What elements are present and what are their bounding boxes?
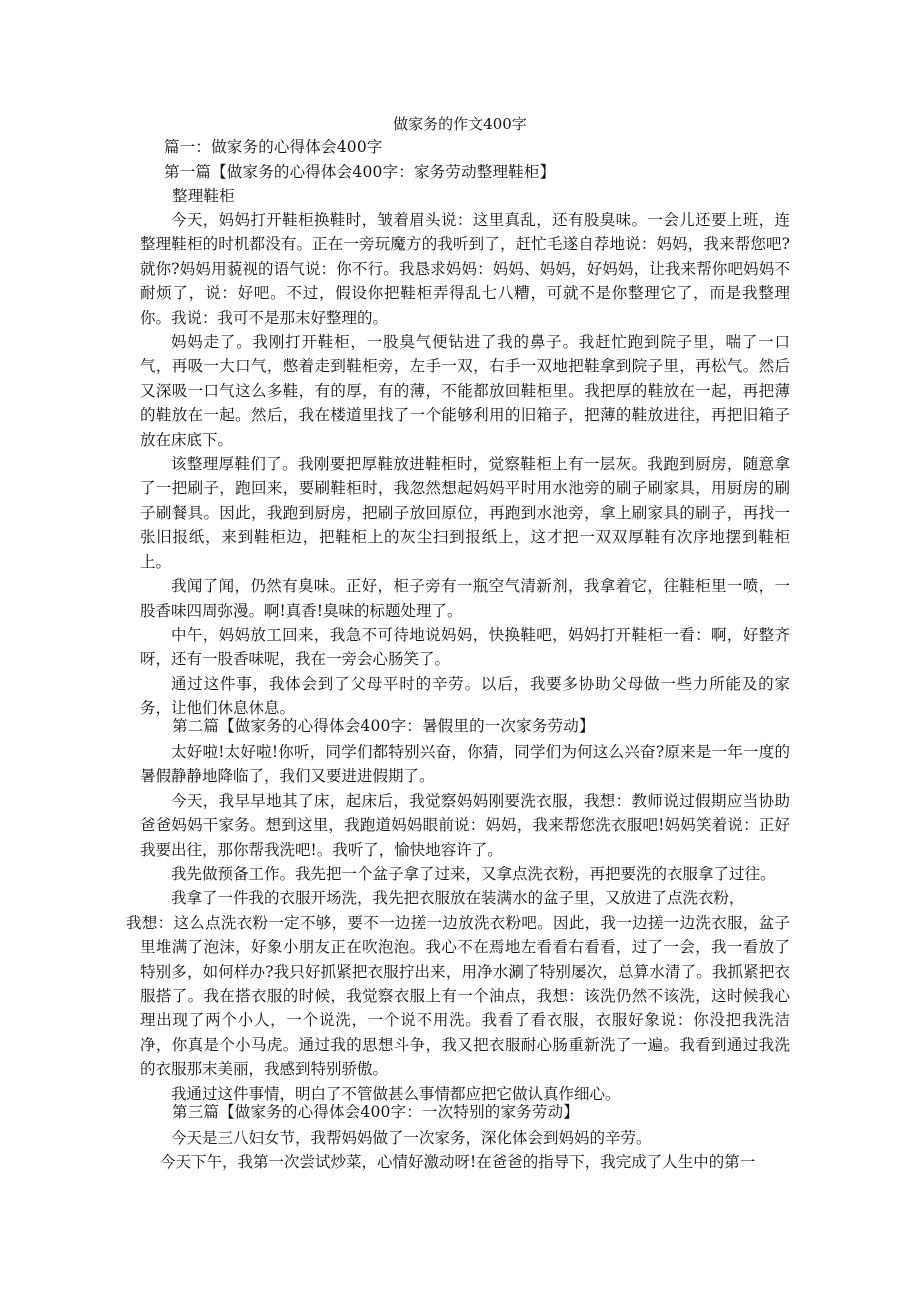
essay-one-body <box>140 208 790 721</box>
subheading-shoe-cabinet: 整理鞋柜 <box>172 187 235 205</box>
paragraph: 通过这件事，我体会到了父母平时的辛劳。以后，我要多协助父母做一些力所能及的家务，让他们休息休息。 <box>140 674 790 718</box>
essay-three-body <box>140 1126 790 1175</box>
heading-part-one: 篇一：做家务的心得体会400字 <box>164 138 383 156</box>
paragraph: 太好啦!太好啦!你听，同学们都特别兴奋，你猜，同学们为何这么兴奋?原来是一年一度的暑假静静地降临了，我们又要进进假期了。 <box>140 743 790 786</box>
paragraph: 今天，我早早地其了床，起床后，我觉察妈妈刚要洗衣服，我想：教师说过假期应当协助爸爸妈妈干家务。想到这里，我跑道妈妈眼前说：妈妈，我来帮您洗衣服吧!妈妈笑着说：正好我要出往，那你帮我洗吧!。我听了，愉快地容许了。 <box>140 791 790 859</box>
heading-essay-three: 第三篇【做家务的心得体会400字：一次特别的家务劳动】 <box>172 1103 579 1121</box>
heading-essay-one: 第一篇【做家务的心得体会400字：家务劳动整理鞋柜】 <box>164 163 556 181</box>
paragraph: 我先做预备工作。我先把一个盆子拿了过来，又拿点洗衣粉，再把要洗的衣服拿了过往。 <box>171 865 776 884</box>
heading-essay-two: 第二篇【做家务的心得体会400字：暑假里的一次家务劳动】 <box>172 717 595 735</box>
paragraph: 我通过这件事情，明白了不管做甚么事情都应把它做认真作细心。 <box>171 1084 621 1103</box>
paragraph: 今天是三八妇女节，我帮妈妈做了一次家务，深化体会到妈妈的辛劳。 <box>171 1129 652 1147</box>
paragraph: 今天下午，我第一次尝试炒菜，心情好激动呀!在爸爸的指导下，我完成了人生中的第一 <box>160 1153 756 1172</box>
paragraph: 今天，妈妈打开鞋柜换鞋时，皱着眉头说：这里真乱，还有股臭味。一会儿还要上班，连整理鞋柜的时机都没有。正在一旁玩魔方的我听到了，赶忙毛遂自荐地说：妈妈，我来帮您吧?就你?妈妈用藐视的语气说：你不行。我恳求妈妈：妈妈、妈妈，好妈妈，让我来帮你吧妈妈不耐烦了，说：好吧。不过，假设你把鞋柜弄得乱七八糟，可就不是你整理它了，而是我整理你。我说：我可不是那末好整理的。 <box>140 211 790 327</box>
document-title: 做家务的作文400字 <box>393 115 527 133</box>
paragraph: 中午，妈妈放工回来，我急不可待地说妈妈，快换鞋吧，妈妈打开鞋柜一看：啊，好整齐呀，还有一股香味呢，我在一旁会心肠笑了。 <box>140 625 790 669</box>
paragraph: 我想：这么点洗衣粉一定不够，要不一边搓一边放洗衣粉吧。因此，我一边搓一边洗衣服，盆子里堆满了泡沫，好象小朋友正在吹泡泡。我心不在焉地左看看右看看，过了一会，我一看放了特别多，如何样办?我只好抓紧把衣服拧出来，用净水涮了特别屡次，总算水清了。我抓紧把衣服搭了。我在搭衣服的时候，我觉察衣服上有一个油点，我想：该洗仍然不该洗，这时候我心理出现了两个小人，一个说洗，一个说不用洗。我看了看衣服，衣服好象说：你没把我洗洁净，你真是个小马虎。通过我的思想斗争，我又把衣服耐心肠重新洗了一遍。我看到通过我洗的衣服那末美丽，我感到特别骄傲。 <box>126 913 790 1079</box>
paragraph: 我闻了闻，仍然有臭味。正好，柜子旁有一瓶空气清新剂，我拿着它，往鞋柜里一喷，一股香味四周弥漫。啊!真香!臭味的标题处理了。 <box>140 577 790 620</box>
essay-two-body <box>126 740 790 1106</box>
paragraph: 我拿了一件我的衣服开场洗，我先把衣服放在装满水的盆子里，又放进了点洗衣粉， <box>171 889 745 908</box>
paragraph: 妈妈走了。我刚打开鞋柜，一股臭气便钻进了我的鼻子。我赶忙跑到院子里，喘了一口气，再吸一大口气，憋着走到鞋柜旁，左手一双，右手一双地把鞋拿到院子里，再松气。然后又深吸一口气这么多鞋，有的厚，有的薄，不能都放回鞋柜里。我把厚的鞋放在一起，再把薄的鞋放在一起。然后，我在楼道里找了一个能够利用的旧箱子，把薄的鞋放进往，再把旧箱子放在床底下。 <box>140 333 790 449</box>
paragraph: 该整理厚鞋们了。我刚要把厚鞋放进鞋柜时，觉察鞋柜上有一层灰。我跑到厨房，随意拿了一把刷子，跑回来，要刷鞋柜时，我忽然想起妈妈平时用水池旁的刷子刷家具，用厨房的刷子刷餐具。因此，我跑到厨房，把刷子放回原位，再跑到水池旁，拿上刷家具的刷子，再找一张旧报纸，来到鞋柜边，把鞋柜上的灰尘扫到报纸上，这才把一双双厚鞋有次序地摆到鞋柜上。 <box>140 455 790 571</box>
